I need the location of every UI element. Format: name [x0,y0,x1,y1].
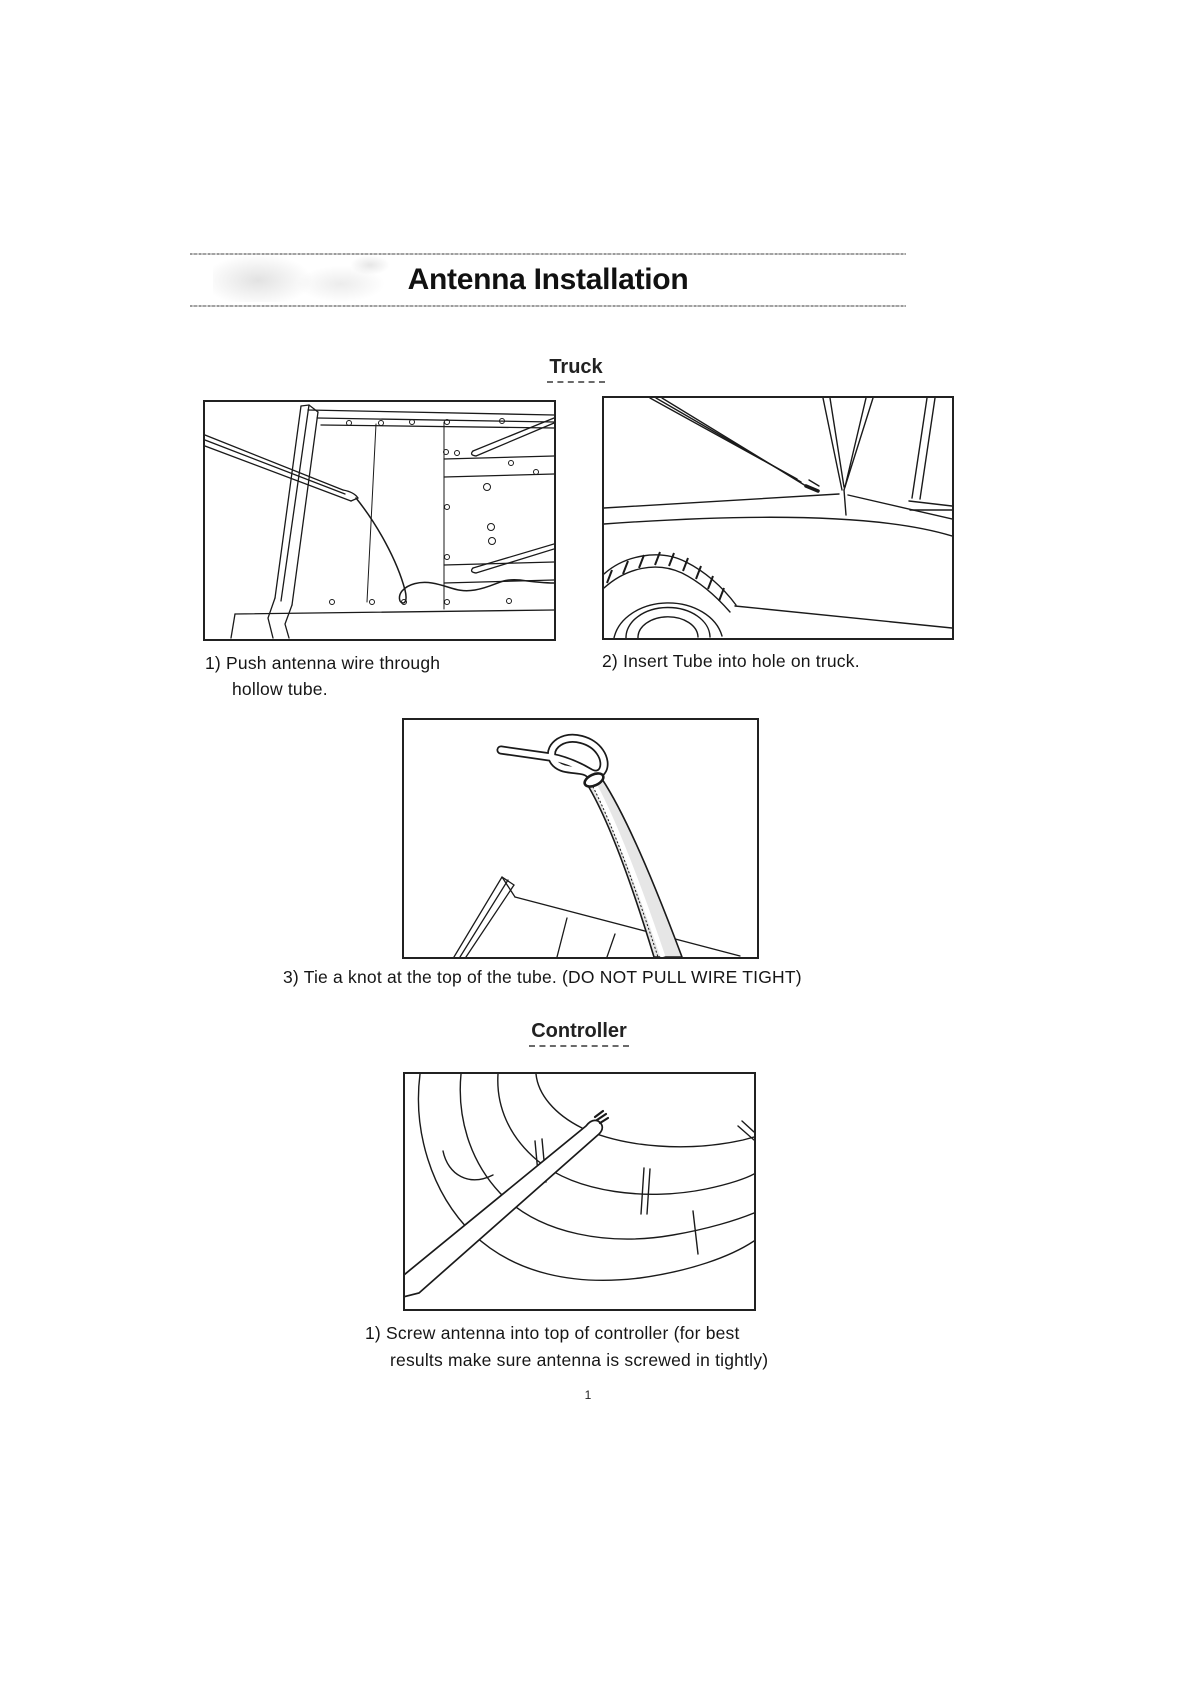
truck-side-figure [602,396,954,640]
caption-controller-step1 [365,1320,925,1374]
caption-step1 [205,650,565,702]
page-number: 1 [584,1388,592,1402]
caption-controller-line1: 1) Screw antenna into top of controller (for best [365,1323,740,1343]
caption-step3: 3) Tie a knot at the top of the tube. (DO NOT PULL WIRE TIGHT) [283,967,802,987]
controller-drawing [405,1074,754,1309]
caption-controller-line2: results make sure antenna is screwed in tightly) [390,1350,769,1370]
caption-step1-line2: hollow tube. [232,679,328,699]
page-title: Antenna Installation [407,263,689,296]
caption-step2: 2) Insert Tube into hole on truck. [602,651,860,671]
truck-bed-drawing [205,402,554,639]
header-rule-bottom [190,305,906,307]
truck-side-drawing [604,398,952,638]
controller-figure [403,1072,756,1311]
controller-heading-label: Controller [529,1020,629,1047]
truck-heading-label: Truck [547,356,604,383]
knot-drawing [404,720,757,957]
truck-bed-figure [203,400,556,641]
knot-figure [402,718,759,959]
section-heading-controller [0,1020,1158,1047]
section-heading-truck [0,356,1152,383]
caption-step1-line1: 1) Push antenna wire through [205,653,441,673]
